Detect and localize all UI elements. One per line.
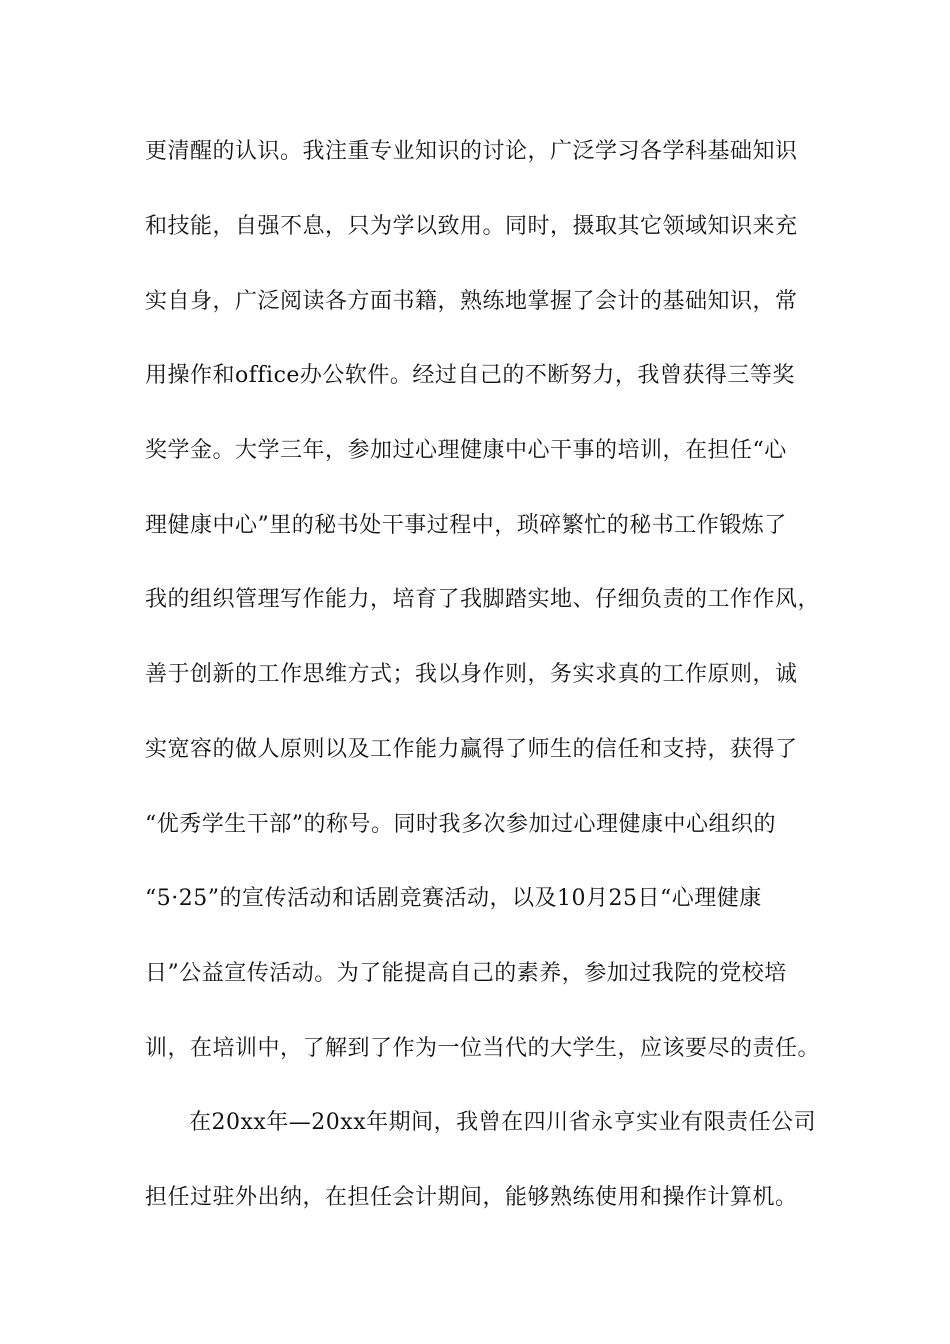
paragraph-line: 担任过驻外出纳，在担任会计期间，能够熟练使用和操作计算机。 [145, 1185, 798, 1210]
paragraph-line: 实自身，广泛阅读各方面书籍，熟练地掌握了会计的基础知识，常 [145, 289, 798, 314]
paragraph-line: 实宽容的做人原则以及工作能力赢得了师生的信任和支持，获得了 [145, 737, 798, 762]
paragraph-line: 用操作和office办公软件。经过自己的不断努力，我曾获得三等奖 [145, 363, 795, 388]
paragraph-line: 善于创新的工作思维方式；我以身作则，务实求真的工作原则，诚 [145, 662, 798, 687]
paragraph-line: “5·25”的宣传活动和话剧竞赛活动，以及10月25日“心理健康 [145, 886, 762, 911]
paragraph-line: 日”公益宣传活动。为了能提高自己的素养，参加过我院的党校培 [145, 961, 787, 986]
paragraph-line: 训，在培训中，了解到了作为一位当代的大学生，应该要尽的责任。 [145, 1036, 821, 1061]
paragraph-line: 理健康中心”里的秘书处干事过程中，琐碎繁忙的秘书工作锻炼了 [145, 513, 787, 538]
paragraph-line: 奖学金。大学三年，参加过心理健康中心干事的培训，在担任“心 [145, 438, 787, 463]
paragraph-line: 更清醒的认识。我注重专业知识的讨论，广泛学习各学科基础知识 [145, 139, 798, 164]
paragraph-line: 和技能，自强不息，只为学以致用。同时，摄取其它领域知识来充 [145, 214, 798, 239]
paragraph-line: 我的组织管理写作能力，培育了我脚踏实地、仔细负责的工作作风， [145, 587, 821, 612]
paragraph-line: “优秀学生干部”的称号。同时我多次参加过心理健康中心组织的 [145, 812, 776, 837]
paragraph-line: 在20xx年—20xx年期间，我曾在四川省永亨实业有限责任公司 [189, 1110, 817, 1135]
